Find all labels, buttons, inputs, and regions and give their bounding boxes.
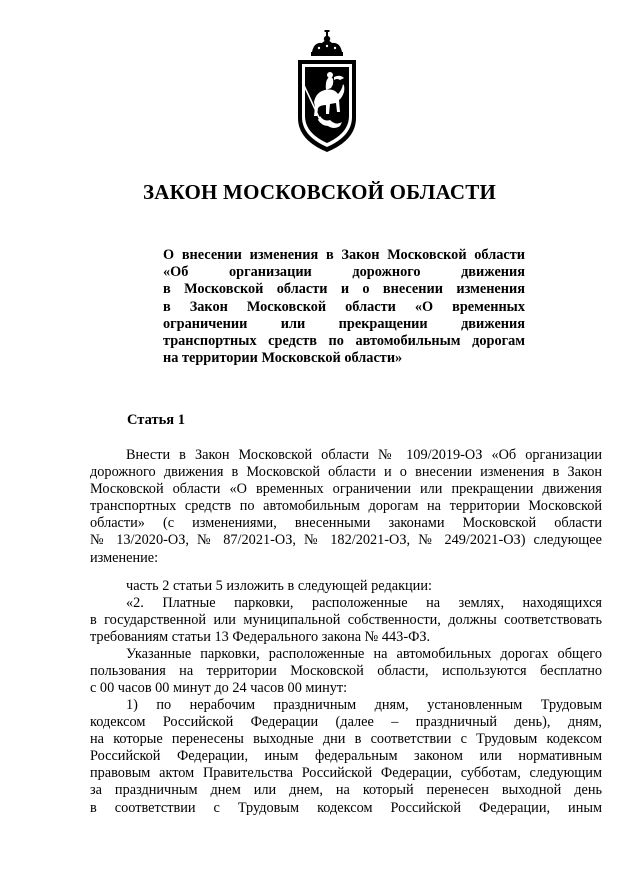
text-line: Указанные парковки, расположенные на автомобильных дорогах общего xyxy=(126,646,602,662)
subtitle-line: в Закон Московской области «О временных xyxy=(163,298,525,315)
coat-of-arms-icon xyxy=(290,30,364,156)
subtitle-line: О внесении изменения в Закон Московской области xyxy=(163,247,525,263)
subtitle-line: транспортных средств по автомобильным дорогам xyxy=(163,332,525,349)
paragraph-item-1 xyxy=(90,697,602,817)
document-title: ЗАКОН МОСКОВСКОЙ ОБЛАСТИ xyxy=(142,180,497,204)
text-line: Российской Федерации, иным федеральным законом или нормативным xyxy=(90,748,602,765)
text-line: требованиям статьи 13 Федерального закона № 443-ФЗ. xyxy=(90,629,431,646)
subtitle-line: в Московской области и о внесении изменения xyxy=(163,281,525,298)
paragraph-free-parking xyxy=(90,646,602,697)
text-line: в государственной или муниципальной собственности, должны соответствовать xyxy=(90,612,602,629)
text-line: пользования на территории Московской области, используются бесплатно xyxy=(90,663,602,680)
text-line: в соответствии с Трудовым кодексом Российской Федерации, иным xyxy=(90,799,602,816)
paragraph-part2-article5 xyxy=(90,578,602,646)
text-line: 1) по нерабочим праздничным дням, установленным Трудовым xyxy=(126,697,602,713)
document-subtitle xyxy=(163,247,525,367)
text-line: на которые перенесены выходные дни в соответствии с Трудовым кодексом xyxy=(90,731,602,748)
subtitle-line: «Об организации дорожного движения xyxy=(163,264,525,281)
text-line: за праздничным днем или днем, на который перенесен выходной день xyxy=(90,782,602,799)
text-line: транспортных средств по автомобильным дорогам на территории Московской xyxy=(90,498,602,515)
text-line: дорожного движения в Московской области и о внесении изменения в Закон xyxy=(90,464,602,481)
article-heading: Статья 1 xyxy=(127,412,185,428)
paragraph-amendment-intro xyxy=(90,447,602,567)
subtitle-line: ограничении или прекращении движения xyxy=(163,315,525,332)
text-line: кодексом Российской Федерации (далее – праздничный день), дням, xyxy=(90,714,602,731)
text-line: часть 2 статьи 5 изложить в следующей редакции: xyxy=(126,578,432,594)
subtitle-line: на территории Московской области» xyxy=(163,350,403,367)
text-line: Внести в Закон Московской области № 109/2019-ОЗ «Об организации xyxy=(126,447,602,463)
text-line: № 13/2020-ОЗ, № 87/2021-ОЗ, № 182/2021-ОЗ, № 249/2021-ОЗ) следующее xyxy=(90,532,602,549)
text-line: «2. Платные парковки, расположенные на землях, находящихся xyxy=(126,595,602,612)
text-line: области» (с изменениями, внесенными законами Московской области xyxy=(90,515,602,532)
text-line: Московской области «О временных ограничении или прекращении движения xyxy=(90,481,602,498)
text-line: изменение: xyxy=(90,549,159,566)
text-line: правовым актом Правительства Российской Федерации, субботам, следующим xyxy=(90,765,602,782)
text-line: с 00 часов 00 минут до 24 часов 00 минут: xyxy=(90,680,348,697)
